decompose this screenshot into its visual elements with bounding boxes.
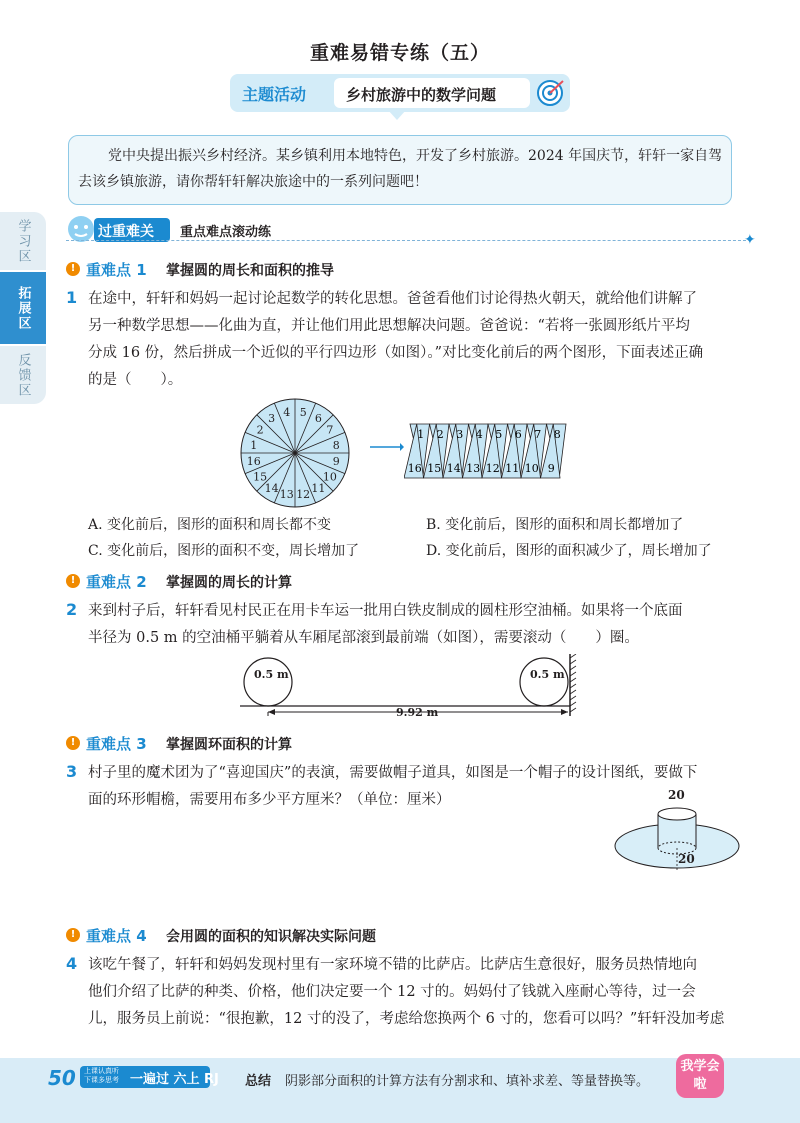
- sector-number: 4: [283, 405, 291, 419]
- keypoint-3-desc: 掌握圆环面积的计算: [166, 737, 292, 753]
- page-number: 50: [48, 1066, 76, 1090]
- option-d[interactable]: D. 变化前后，图形的面积减少了，周长增加了: [426, 543, 712, 559]
- strip-number-bottom: 9: [547, 462, 555, 475]
- question-2-line: 来到村子后，轩轩看见村民正在用卡车运一批用白铁皮制成的圆柱形空油桶。如果将一个底面: [88, 603, 683, 619]
- learned-badge[interactable]: 我学会啦: [676, 1054, 724, 1098]
- radius-label-left: 0.5 m: [254, 668, 289, 681]
- sector-number: 10: [322, 470, 337, 484]
- keypoint-2-label: 重难点 2: [86, 573, 147, 591]
- hat-brim-label: 20: [678, 852, 695, 866]
- brand-slogan: 上课认真听 下课多思考: [84, 1067, 119, 1084]
- keypoint-2-desc: 掌握圆的周长的计算: [166, 575, 292, 591]
- strip-number-top: 6: [514, 428, 522, 441]
- option-c[interactable]: C. 变化前后，图形的面积不变，周长增加了: [88, 543, 360, 559]
- question-4-line: 他们介绍了比萨的种类、价格，他们决定要一个 12 寸的。妈妈付了钱就入座耐心等待，过一会: [88, 984, 696, 1000]
- strip-number-top: 7: [534, 428, 542, 441]
- theme-pointer: [388, 110, 406, 120]
- question-3-line: 面的环形帽檐，需要用布多少平方厘米？（单位：厘米）: [88, 792, 451, 808]
- sector-number: 11: [311, 481, 326, 495]
- question-4-line: 儿，服务员上前说：“很抱歉，12 寸的没了，考虑给您换两个 6 寸的，您看可以吗？”轩轩没加考虑: [88, 1011, 725, 1027]
- keypoint-1-desc: 掌握圆的周长和面积的推导: [166, 263, 334, 279]
- strip-number-top: 5: [495, 428, 503, 441]
- sector-number: 2: [256, 423, 264, 437]
- question-4-number: 4: [66, 954, 78, 973]
- keypoint-1-label: 重难点 1: [86, 261, 147, 279]
- question-1-line: 在途中，轩轩和妈妈一起讨论起数学的转化思想。爸爸看他们讨论得热火朝天，就给他们讲解了: [88, 291, 697, 307]
- sector-number: 7: [326, 423, 334, 437]
- summary-text: 阴影部分面积的计算方法有分割求和、填补求差、等量替换等。: [285, 1074, 650, 1089]
- strip-number-top: 3: [456, 428, 464, 441]
- strip-number-bottom: 10: [524, 462, 539, 475]
- sector-number: 16: [246, 455, 261, 469]
- strip-number-bottom: 14: [446, 462, 461, 475]
- side-tab-feedback[interactable]: 反馈区: [0, 346, 46, 404]
- keypoint-4-desc: 会用圆的面积的知识解决实际问题: [166, 929, 376, 945]
- radius-label-right: 0.5 m: [530, 668, 565, 681]
- question-2-line: 半径为 0.5 m 的空油桶平躺着从车厢尾部滚到最前端（如图），需要滚动（ ）圈。: [88, 630, 639, 646]
- strip-number-bottom: 12: [485, 462, 500, 475]
- sector-strip: [404, 424, 566, 478]
- sector-circle: [241, 399, 349, 507]
- keypoint-icon: !: [66, 736, 80, 750]
- question-2-number: 2: [66, 600, 78, 619]
- question-3-number: 3: [66, 762, 78, 781]
- side-tab-study[interactable]: 学习区: [0, 212, 46, 270]
- strip-number-bottom: 16: [407, 462, 422, 475]
- intro-text: 党中央提出振兴乡村经济。某乡镇利用本地特色，开发了乡村旅游。2024 年国庆节，轩轩一家自驾去该乡镇旅游，请你帮轩轩解决旅途中的一系列问题吧！: [78, 148, 723, 190]
- sector-number: 12: [296, 488, 311, 502]
- page-title: 重难易错专练（五）: [309, 42, 490, 64]
- arrow-icon: [368, 440, 404, 454]
- hat-figure: [612, 800, 742, 892]
- strip-number-top: 2: [436, 428, 444, 441]
- theme-label: 主题活动: [242, 85, 307, 104]
- brand-title: 一遍过 六上 RJ: [130, 1072, 219, 1087]
- strip-number-bottom: 13: [466, 462, 481, 475]
- target-icon: [534, 78, 566, 108]
- strip-number-top: 8: [553, 428, 561, 441]
- sector-number: 3: [268, 412, 276, 426]
- question-1-line: 分成 16 份，然后拼成一个近似的平行四边形（如图）。”对比变化前后的两个图形，下面表述正确: [88, 345, 704, 361]
- sector-number: 8: [332, 438, 340, 452]
- section-subtitle: 重点难点滚动练: [180, 225, 272, 240]
- summary-label: 总结: [245, 1074, 272, 1089]
- section-divider: [66, 240, 746, 241]
- option-a[interactable]: A. 变化前后，图形的面积和周长都不变: [88, 517, 332, 533]
- sector-number: 5: [299, 405, 307, 419]
- hat-top-label: 20: [668, 788, 685, 802]
- side-tab-extend[interactable]: 拓展区: [0, 272, 46, 344]
- sector-number: 6: [314, 412, 322, 426]
- section-label: 过重难关: [98, 224, 154, 240]
- star-icon: ✦: [744, 232, 756, 248]
- sector-number: 15: [253, 470, 268, 484]
- strip-number-bottom: 15: [427, 462, 442, 475]
- question-4-line: 该吃午餐了，轩轩和妈妈发现村里有一家环境不错的比萨店。比萨店生意很好，服务员热情地向: [88, 957, 697, 973]
- strip-number-top: 4: [475, 428, 483, 441]
- question-1-line: 的是（ ）。: [88, 372, 183, 388]
- strip-number-top: 1: [417, 428, 425, 441]
- option-b[interactable]: B. 变化前后，图形的面积和周长都增加了: [426, 517, 684, 533]
- question-1-number: 1: [66, 288, 78, 307]
- question-3-line: 村子里的魔术团为了“喜迎国庆”的表演，需要做帽子道具，如图是一个帽子的设计图纸，要做下: [88, 765, 698, 781]
- distance-label: 9.92 m: [396, 706, 439, 719]
- keypoint-4-label: 重难点 4: [86, 927, 147, 945]
- circle-sectors-figure: [230, 395, 360, 511]
- keypoint-icon: !: [66, 262, 80, 276]
- question-1-line: 另一种数学思想——化曲为直，并让他们用此思想解决问题。爸爸说：“若将一张圆形纸片平均: [88, 318, 690, 334]
- sector-number: 14: [264, 481, 279, 495]
- sector-number: 1: [250, 438, 258, 452]
- sector-number: 13: [279, 488, 294, 502]
- keypoint-icon: !: [66, 574, 80, 588]
- keypoint-3-label: 重难点 3: [86, 735, 147, 753]
- parallelogram-figure: [404, 420, 578, 484]
- sector-number: 9: [332, 455, 340, 469]
- theme-text: 乡村旅游中的数学问题: [346, 86, 497, 104]
- strip-number-bottom: 11: [505, 462, 520, 475]
- keypoint-icon: !: [66, 928, 80, 942]
